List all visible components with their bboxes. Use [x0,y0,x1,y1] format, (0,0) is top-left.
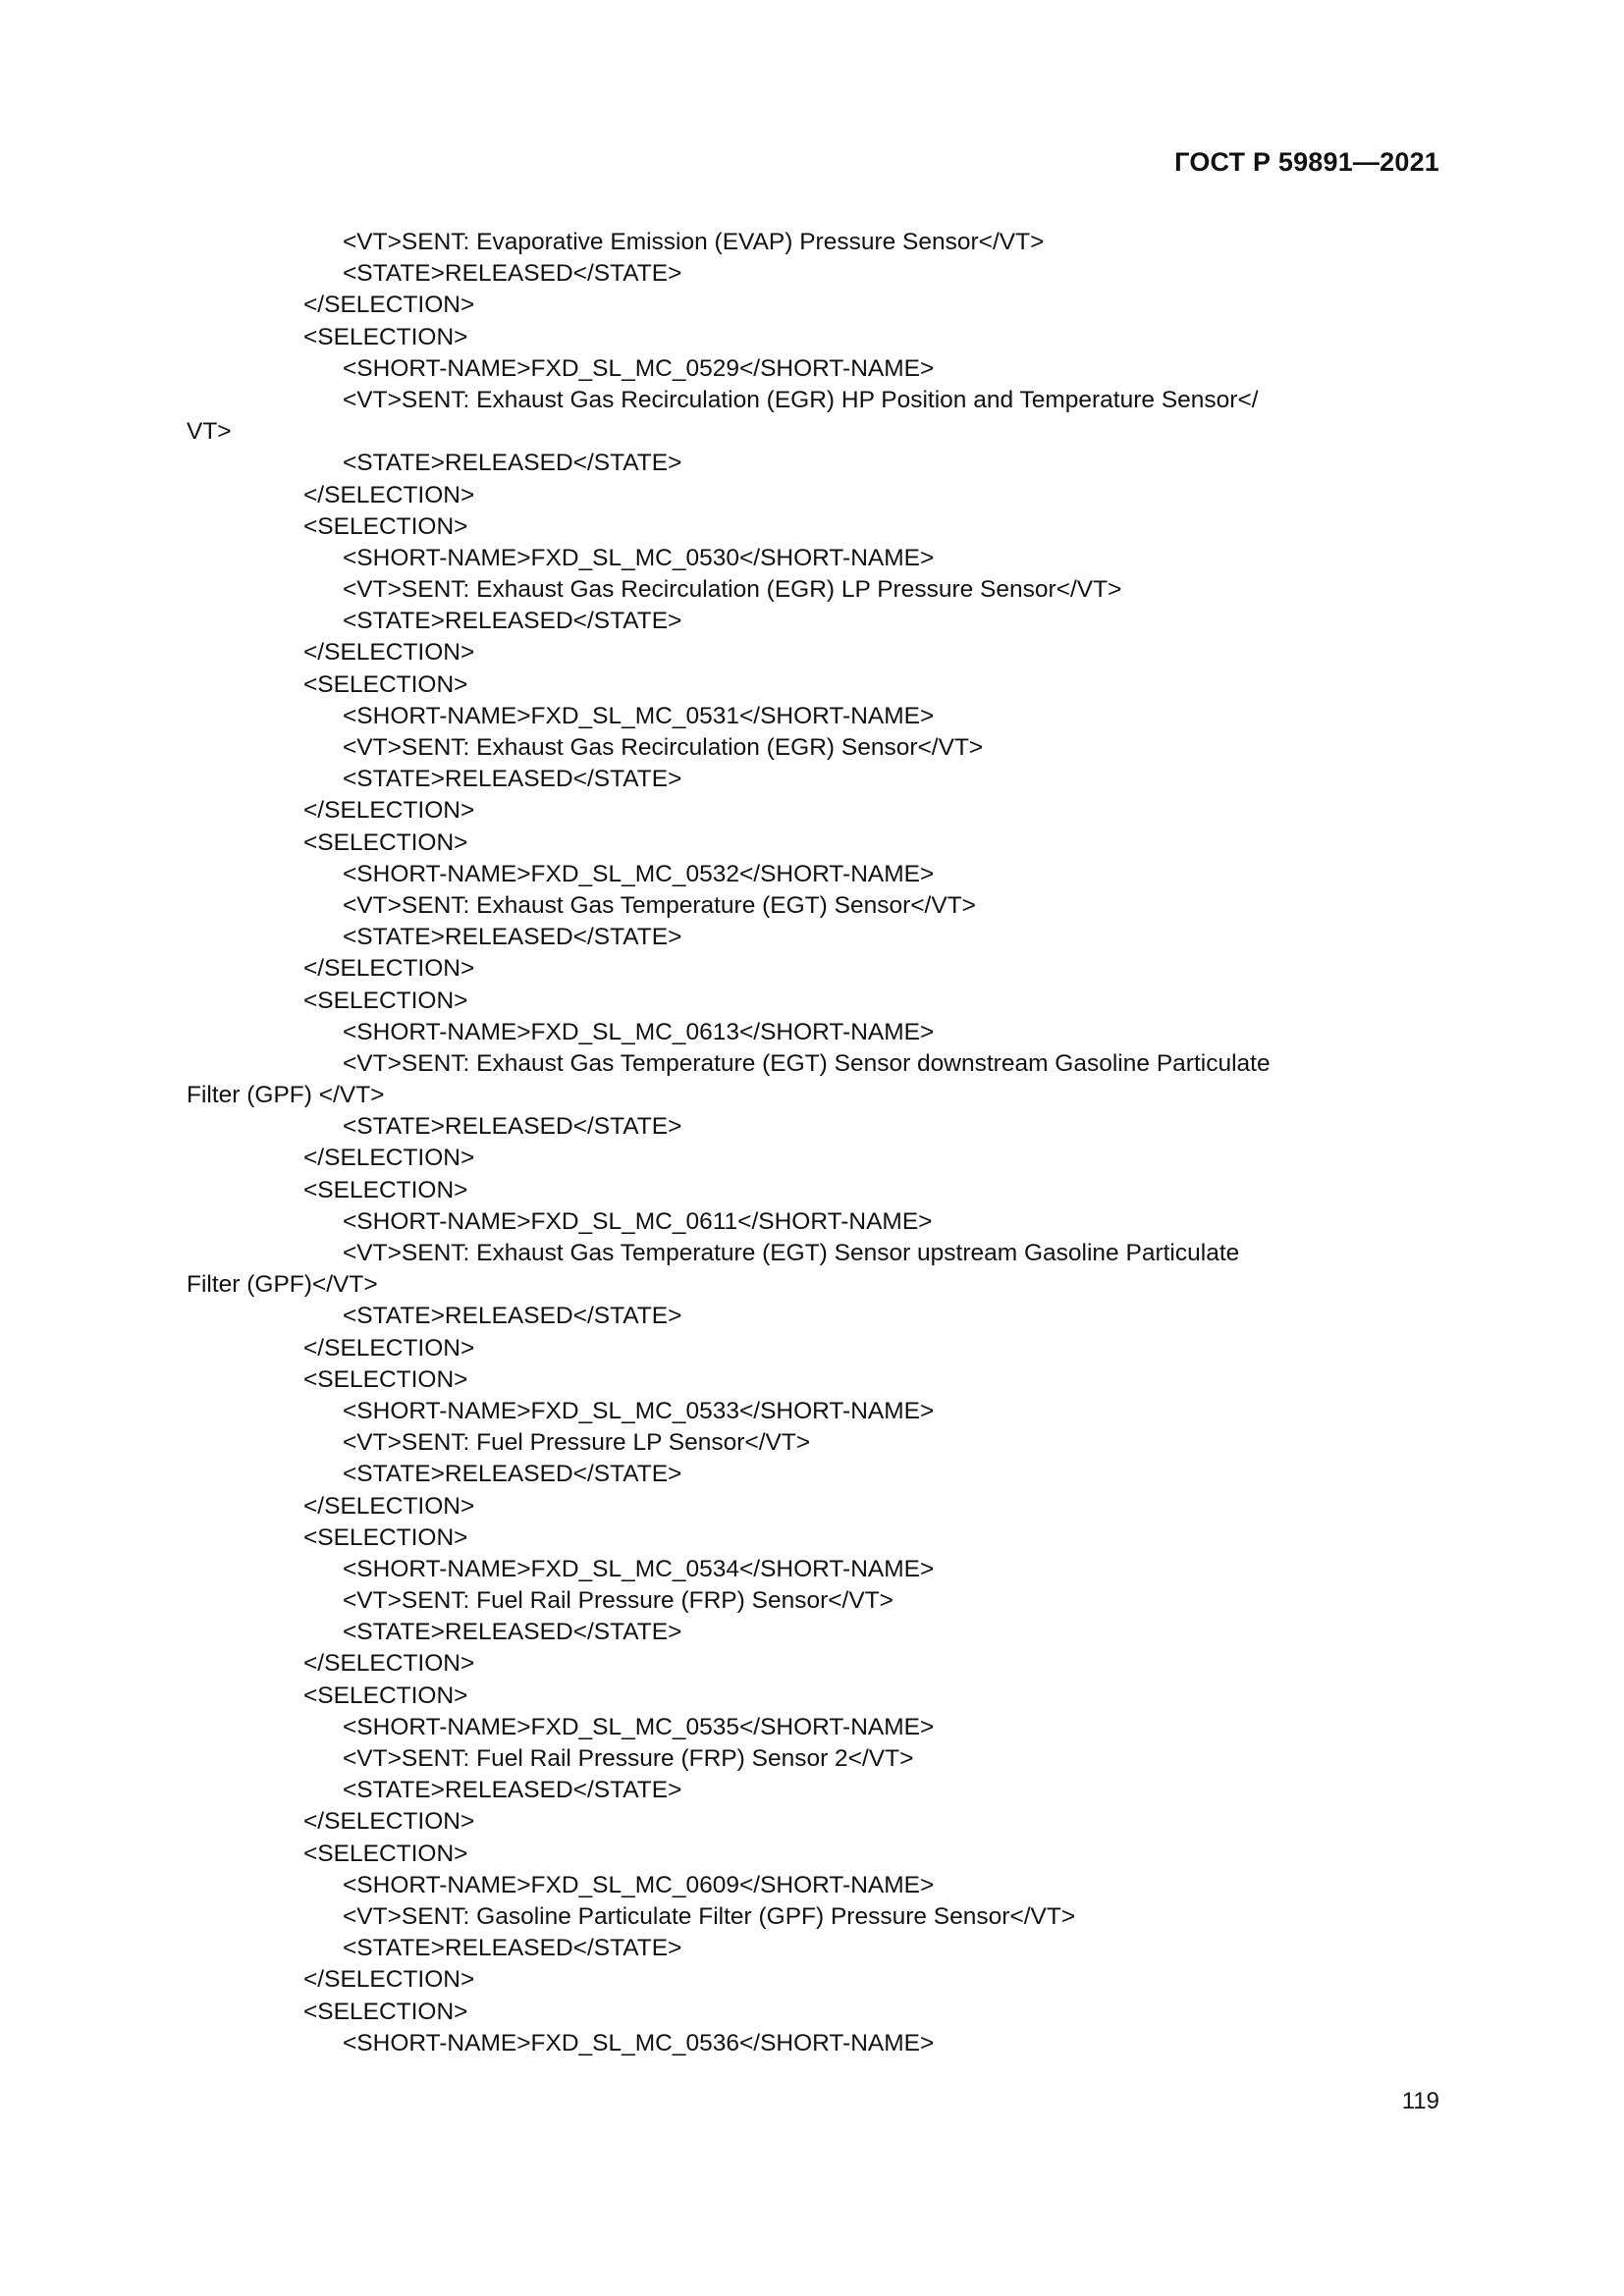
code-line [0,637,1624,668]
code-line-text: <STATE>RELEASED</STATE> [343,766,682,793]
code-line-text: <SHORT-NAME>FXD_SL_MC_0536</SHORT-NAME> [343,2029,935,2056]
code-line [0,953,1624,985]
code-line [0,890,1624,922]
code-line [0,1712,1624,1743]
code-line-text: <STATE>RELEASED</STATE> [343,1113,682,1141]
code-line-text: </SELECTION> [303,639,475,667]
code-line [0,1648,1624,1680]
code-line [0,1901,1624,1933]
code-line-text: <SELECTION> [303,1840,468,1867]
code-line [0,1048,1624,1080]
code-line-text: <STATE>RELEASED</STATE> [343,1777,682,1804]
code-line [0,1017,1624,1048]
code-line-text: <SHORT-NAME>FXD_SL_MC_0613</SHORT-NAME> [343,1018,935,1045]
code-line-text: <SELECTION> [303,512,468,540]
code-line [0,480,1624,511]
code-line-text: </SELECTION> [303,1966,475,1994]
code-line-text: <SHORT-NAME>FXD_SL_MC_0530</SHORT-NAME> [343,544,935,571]
code-line-text: <SHORT-NAME>FXD_SL_MC_0533</SHORT-NAME> [343,1397,935,1424]
code-line [0,511,1624,543]
code-line-text: <SHORT-NAME>FXD_SL_MC_0534</SHORT-NAME> [343,1555,935,1582]
code-line [0,1491,1624,1522]
code-line-text: <VT>SENT: Fuel Rail Pressure (FRP) Sensor</VT> [343,1587,893,1615]
code-line-text: <STATE>RELEASED</STATE> [343,1619,682,1646]
code-line-text: <VT>SENT: Exhaust Gas Temperature (EGT) Sensor upstream Gasoline Particulate [343,1240,1240,1266]
code-line-text: <SELECTION> [303,1682,468,1709]
code-line [0,2028,1624,2059]
code-line [0,1933,1624,1964]
code-line [0,574,1624,606]
code-line [0,448,1624,479]
code-line-text: <STATE>RELEASED</STATE> [343,924,682,951]
code-line-text: <VT>SENT: Gasoline Particulate Filter (GPF) Pressure Sensor</VT> [343,1902,1076,1930]
code-line-text: <STATE>RELEASED</STATE> [343,450,682,477]
code-line [0,290,1624,321]
code-line [0,1396,1624,1427]
code-line [0,1080,1624,1111]
code-line-text: <STATE>RELEASED</STATE> [343,1935,682,1962]
code-line [0,1143,1624,1174]
code-line-text: </SELECTION> [303,292,475,319]
code-line [0,828,1624,859]
code-line [0,795,1624,827]
code-line-text: <VT>SENT: Fuel Pressure LP Sensor</VT> [343,1429,811,1457]
code-line-text: <SELECTION> [303,1176,468,1203]
code-line [0,353,1624,385]
code-line-text: <SELECTION> [303,323,468,350]
code-line-text: <STATE>RELEASED</STATE> [343,1461,682,1488]
code-line-text: <SHORT-NAME>FXD_SL_MC_0611</SHORT-NAME> [343,1207,933,1235]
code-line [0,1175,1624,1206]
code-line [0,322,1624,353]
code-line [0,1775,1624,1806]
code-line-text: <STATE>RELEASED</STATE> [343,1303,682,1330]
code-line [0,986,1624,1017]
code-line-text: <VT>SENT: Evaporative Emission (EVAP) Pressure Sensor</VT> [343,229,1045,255]
code-line-text: <SELECTION> [303,670,468,698]
code-line [0,732,1624,764]
code-line-text: </SELECTION> [303,955,475,983]
code-line [0,764,1624,795]
page-number: 119 [1401,2088,1439,2114]
code-line [0,606,1624,637]
code-line-text: <VT>SENT: Exhaust Gas Recirculation (EGR) HP Position and Temperature Sensor</ [343,386,1259,413]
code-line [0,1364,1624,1396]
xml-code-block [0,227,1624,2059]
code-line-text: <VT>SENT: Exhaust Gas Temperature (EGT) Sensor</VT> [343,891,976,919]
code-line-text: <SHORT-NAME>FXD_SL_MC_0529</SHORT-NAME> [343,354,935,382]
code-line [0,1839,1624,1870]
code-line-text: </SELECTION> [303,481,475,508]
code-line-text: <SELECTION> [303,1523,468,1551]
code-line-text: </SELECTION> [303,1650,475,1678]
code-line-text: </SELECTION> [303,797,475,825]
code-line [0,1554,1624,1585]
code-line [0,922,1624,953]
code-line [0,1964,1624,1996]
page-header-standard-id: ГОСТ Р 59891—2021 [1174,147,1439,177]
code-line [0,385,1624,416]
code-line [0,1427,1624,1459]
code-line-text: Filter (GPF)</VT> [187,1271,378,1299]
code-line [0,1997,1624,2028]
code-line-text: <STATE>RELEASED</STATE> [343,608,682,635]
code-line [0,1238,1624,1269]
code-line [0,258,1624,290]
code-line-text: <VT>SENT: Exhaust Gas Recirculation (EGR) Sensor</VT> [343,734,984,761]
code-line [0,859,1624,890]
code-line-text: <SHORT-NAME>FXD_SL_MC_0532</SHORT-NAME> [343,860,935,887]
code-line-text: <SELECTION> [303,828,468,856]
code-line-text: <VT>SENT: Exhaust Gas Recirculation (EGR) LP Pressure Sensor</VT> [343,576,1122,604]
code-line-text: <VT>SENT: Exhaust Gas Temperature (EGT) Sensor downstream Gasoline Particulate [343,1049,1271,1077]
code-line [0,1806,1624,1838]
code-line [0,1585,1624,1617]
code-line [0,416,1624,448]
code-line [0,1206,1624,1238]
code-line [0,1333,1624,1364]
code-line-text: <SELECTION> [303,987,468,1014]
code-line-text: VT> [187,418,232,446]
code-line [0,1617,1624,1648]
code-line [0,1459,1624,1490]
code-line [0,1301,1624,1332]
code-line-text: <SELECTION> [303,1365,468,1393]
code-line [0,227,1624,258]
code-line-text: </SELECTION> [303,1492,475,1520]
code-line-text: </SELECTION> [303,1145,475,1172]
code-line [0,1743,1624,1775]
code-line-text: <SHORT-NAME>FXD_SL_MC_0535</SHORT-NAME> [343,1713,935,1740]
code-line [0,701,1624,732]
code-line [0,1269,1624,1301]
code-line-text: <SHORT-NAME>FXD_SL_MC_0609</SHORT-NAME> [343,1871,935,1898]
code-line-text: <SELECTION> [303,1998,468,2025]
code-line [0,669,1624,701]
code-line [0,1111,1624,1143]
code-line [0,1870,1624,1901]
code-line [0,1681,1624,1712]
code-line [0,1522,1624,1554]
code-line-text: Filter (GPF) </VT> [187,1082,385,1109]
code-line [0,543,1624,574]
code-line-text: <VT>SENT: Fuel Rail Pressure (FRP) Sensor 2</VT> [343,1745,914,1772]
code-line-text: </SELECTION> [303,1334,475,1362]
code-line-text: </SELECTION> [303,1808,475,1836]
code-line-text: <STATE>RELEASED</STATE> [343,260,682,288]
code-line-text: <SHORT-NAME>FXD_SL_MC_0531</SHORT-NAME> [343,702,935,729]
